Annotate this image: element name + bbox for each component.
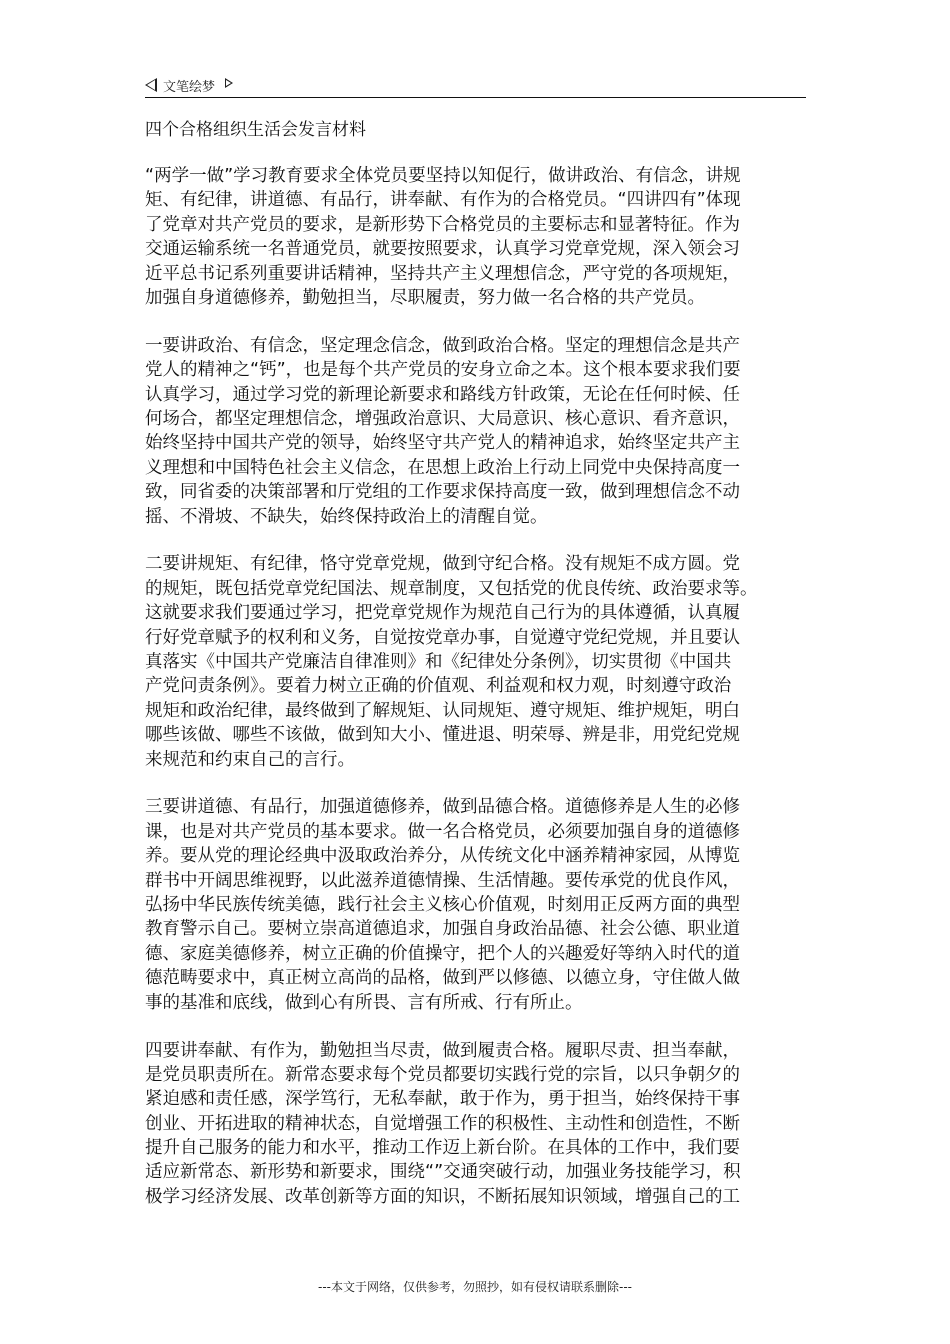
paragraph-line: 是党员职责所在。新常态要求每个党员都要切实践行党的宗旨，以只争朝夕的 <box>145 1064 740 1085</box>
paragraph-line: 来规范和约束自己的言行。 <box>145 749 355 770</box>
paragraph-line: 教育警示自己。要树立崇高道德追求，加强自身政治品德、社会公德、职业道 <box>145 919 740 940</box>
body-paragraph <box>145 164 807 310</box>
footer-disclaimer: ---本文于网络，仅供参考，勿照抄，如有侵权请联系删除--- <box>318 1280 632 1294</box>
triangle-right-icon <box>225 78 233 88</box>
paragraph-line: 创业、开拓进取的精神状态，自觉增强工作的积极性、主动性和创造性，不断 <box>145 1113 740 1134</box>
paragraph-line: 一要讲政治、有信念，坚定理念信念，做到政治合格。坚定的理想信念是共产 <box>145 335 740 356</box>
paragraph-line: 交通运输系统一名普通党员，就要按照要求，认真学习党章党规，深入领会习 <box>145 239 740 260</box>
paragraph-line: 真落实《中国共产党廉洁自律准则》和《纪律处分条例》，切实贯彻《中国共 <box>145 652 732 673</box>
paragraph-line: 紧迫感和责任感，深学笃行，无私奉献，敢于作为，勇于担当，始终保持干事 <box>145 1089 740 1110</box>
body-paragraph <box>145 552 807 772</box>
brand-label: 文笔绘梦 <box>163 79 216 95</box>
paragraph-line: 养。要从党的理论经典中汲取政治养分，从传统文化中涵养精神家园，从博览 <box>145 846 740 867</box>
document-body <box>145 164 807 1233</box>
page-header <box>145 74 233 96</box>
document-title: 四个合格组织生活会发言材料 <box>145 120 366 140</box>
paragraph-line: 这就要求我们要通过学习，把党章党规作为规范自己行为的具体遵循，认真履 <box>145 603 740 624</box>
triangle-left-icon <box>145 78 157 92</box>
paragraph-line: 提升自己服务的能力和水平，推动工作迈上新台阶。在具体的工作中，我们要 <box>145 1138 740 1159</box>
paragraph-line: 始终坚持中国共产党的领导，始终坚守共产党人的精神追求，始终坚定共产主 <box>145 433 740 454</box>
paragraph-line: 四要讲奉献、有作为，勤勉担当尽责，做到履责合格。履职尽责、担当奉献， <box>145 1040 740 1061</box>
paragraph-line: 矩、有纪律，讲道德、有品行，讲奉献、有作为的合格党员。“四讲四有”体现 <box>145 190 741 211</box>
paragraph-line: 的规矩，既包括党章党纪国法、规章制度，又包括党的优良传统、政治要求等。 <box>145 578 758 599</box>
paragraph-line: 二要讲规矩、有纪律，恪守党章党规，做到守纪合格。没有规矩不成方圆。党 <box>145 554 740 575</box>
body-paragraph <box>145 1039 807 1210</box>
body-paragraph <box>145 795 807 1015</box>
paragraph-line: 三要讲道德、有品行，加强道德修养，做到品德合格。道德修养是人生的必修 <box>145 797 740 818</box>
paragraph-line: 摇、不滑坡、不缺失，始终保持政治上的清醒自觉。 <box>145 506 548 527</box>
paragraph-line: 了党章对共产党员的要求，是新形势下合格党员的主要标志和显著特征。作为 <box>145 214 740 235</box>
paragraph-line: 德、家庭美德修养，树立正确的价值操守，把个人的兴趣爱好等纳入时代的道 <box>145 943 740 964</box>
paragraph-line: 义理想和中国特色社会主义信念，在思想上政治上行动上同党中央保持高度一 <box>145 457 740 478</box>
paragraph-line: 行好党章赋予的权利和义务，自觉按党章办事，自觉遵守党纪党规，并且要认 <box>145 627 740 648</box>
paragraph-line: 弘扬中华民族传统美德，践行社会主义核心价值观，时刻用正反两方面的典型 <box>145 895 740 916</box>
paragraph-line: “两学一做”学习教育要求全体党员要坚持以知促行，做讲政治、有信念，讲规 <box>145 166 741 186</box>
paragraph-line: 群书中开阔思维视野，以此滋养道德情操、生活情趣。要传承党的优良作风， <box>145 870 740 891</box>
paragraph-line: 党人的精神之“钙”，也是每个共产党员的安身立命之本。这个根本要求我们要 <box>145 360 741 381</box>
paragraph-line: 德范畴要求中，真正树立高尚的品格，做到严以修德、以德立身，守住做人做 <box>145 968 740 989</box>
paragraph-line: 事的基准和底线，做到心有所畏、言有所戒、行有所止。 <box>145 992 583 1013</box>
paragraph-line: 规矩和政治纪律，最终做到了解规矩、认同规矩、遵守规矩、维护规矩，明白 <box>145 700 740 721</box>
header-divider <box>145 97 806 98</box>
paragraph-line: 加强自身道德修养，勤勉担当，尽职履责，努力做一名合格的共产党员。 <box>145 287 705 308</box>
paragraph-line: 近平总书记系列重要讲话精神，坚持共产主义理想信念，严守党的各项规矩， <box>145 263 740 284</box>
paragraph-line: 课，也是对共产党员的基本要求。做一名合格党员，必须要加强自身的道德修 <box>145 821 740 842</box>
body-paragraph <box>145 334 807 529</box>
paragraph-line: 致，同省委的决策部署和厅党组的工作要求保持高度一致，做到理想信念不动 <box>145 482 740 503</box>
paragraph-line: 认真学习，通过学习党的新理论新要求和路线方针政策，无论在任何时候、任 <box>145 384 740 405</box>
paragraph-line: 哪些该做、哪些不该做，做到知大小、懂进退、明荣辱、辨是非，用党纪党规 <box>145 725 740 746</box>
paragraph-line: 适应新常态、新形势和新要求，围绕“”交通突破行动，加强业务技能学习，积 <box>145 1162 741 1183</box>
paragraph-line: 产党问责条例》。要着力树立正确的价值观、利益观和权力观，时刻遵守政治 <box>145 676 732 697</box>
paragraph-line: 极学习经济发展、改革创新等方面的知识，不断拓展知识领域，增强自己的工 <box>145 1186 740 1207</box>
paragraph-line: 何场合，都坚定理想信念，增强政治意识、大局意识、核心意识、看齐意识， <box>145 409 740 430</box>
